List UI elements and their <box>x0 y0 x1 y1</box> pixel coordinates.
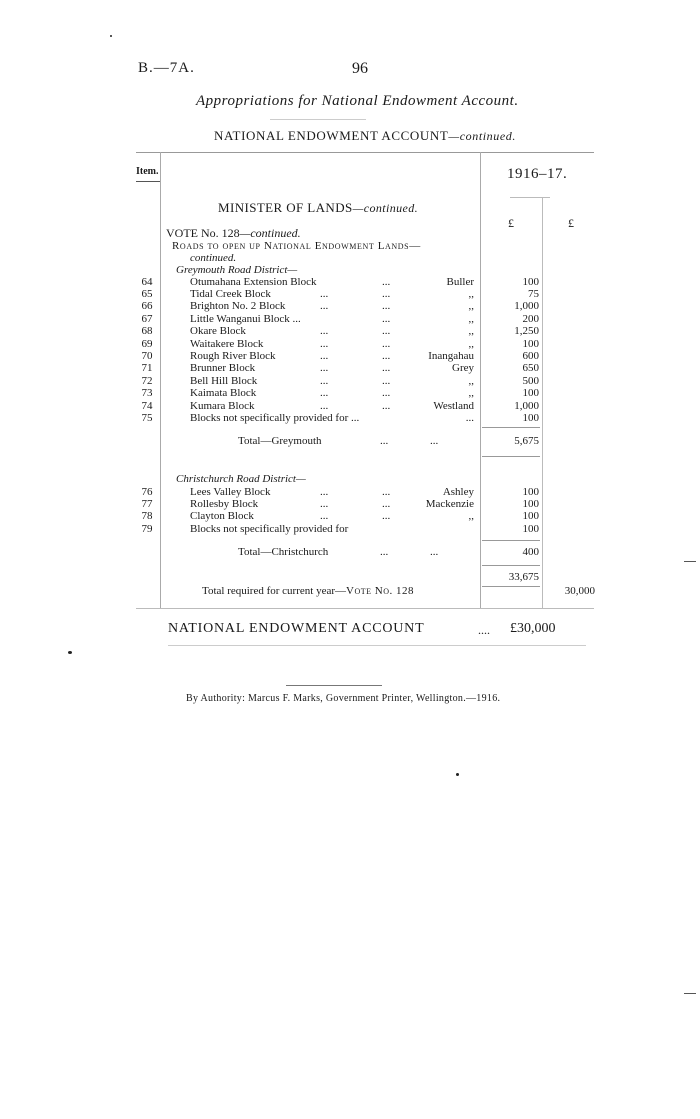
item-number: 73 <box>141 387 153 400</box>
block-name: Tidal Creek Block <box>190 287 271 300</box>
page-number: 96 <box>352 60 368 77</box>
table-row <box>0 375 700 387</box>
scan-speck <box>110 35 112 37</box>
leader-dots: ... <box>320 349 329 362</box>
block-name: Bell Hill Block <box>190 374 258 387</box>
greymouth-total-rule-bottom <box>482 456 540 457</box>
page-subtitle: Appropriations for National Endowment Account. <box>196 93 519 109</box>
footer-account-amount: £30,000 <box>510 621 556 636</box>
footer-account-name: NATIONAL ENDOWMENT ACCOUNT <box>168 621 425 636</box>
table-row <box>0 362 700 374</box>
block-name: Rough River Block <box>190 349 276 362</box>
amount-value: 1,250 <box>514 325 539 338</box>
currency-symbol-2: £ <box>568 216 574 230</box>
scan-mark <box>684 993 696 994</box>
block-name: Kumara Block <box>190 399 255 412</box>
item-number: 79 <box>141 522 153 535</box>
block-name: Little Wanganui Block ... <box>190 312 301 325</box>
christchurch-total-rule-top <box>482 540 540 541</box>
greymouth-total-dots: ... <box>380 435 389 447</box>
leader-dots: ... <box>320 485 329 498</box>
district-name: ,, <box>468 387 474 400</box>
item-number: 68 <box>141 325 153 338</box>
leader-dots: ... <box>320 362 329 375</box>
block-name: Brighton No. 2 Block <box>190 300 286 313</box>
block-name: Blocks not specifically provided for <box>190 522 349 535</box>
leader-dots: ... <box>382 275 391 288</box>
leader-dots: ... <box>382 349 391 362</box>
account-title-text: NATIONAL ENDOWMENT ACCOUNT <box>214 128 449 143</box>
amount-value: 100 <box>522 510 539 523</box>
district-name: ,, <box>468 510 474 523</box>
amount-value: 100 <box>522 411 539 424</box>
christchurch-total-rule-bottom <box>482 565 540 566</box>
leader-dots: ... <box>382 325 391 338</box>
total-required-amount: 30,000 <box>564 585 595 597</box>
table-top-rule <box>136 152 594 153</box>
leader-dots: ... <box>382 312 391 325</box>
table-row <box>0 498 700 510</box>
table-row <box>0 412 700 424</box>
amount-value: 650 <box>522 362 539 375</box>
district-heading-greymouth: Greymouth Road District— <box>176 264 298 276</box>
scan-mark <box>684 561 696 562</box>
district-name: ,, <box>468 337 474 350</box>
item-number: 78 <box>141 510 153 523</box>
leader-dots: ... <box>320 497 329 510</box>
scan-speck <box>68 651 72 654</box>
leader-dots: ... <box>320 300 329 313</box>
roads-heading: Roads to open up National Endowment Lands— <box>172 240 421 252</box>
amount-value: 100 <box>522 387 539 400</box>
section-title-suffix: —continued. <box>352 201 419 215</box>
footer-rule <box>168 645 586 646</box>
district-name: Buller <box>446 275 474 288</box>
christchurch-total-amount: 400 <box>522 546 539 558</box>
block-name: Waitakere Block <box>190 337 264 350</box>
table-row <box>0 313 700 325</box>
total-required-vote: Vote No. 128 <box>346 585 414 597</box>
printer-authority: By Authority: Marcus F. Marks, Government Printer, Wellington.—1916. <box>186 693 501 704</box>
block-name: Brunner Block <box>190 362 256 375</box>
christchurch-total-label: Total—Christchurch <box>238 546 329 558</box>
account-title-suffix: —continued. <box>448 129 517 143</box>
leader-dots: ... <box>320 374 329 387</box>
greymouth-total-rule-top <box>482 427 540 428</box>
fiscal-year-header: 1916–17. <box>507 166 568 182</box>
table-row <box>0 338 700 350</box>
district-name: ,, <box>468 300 474 313</box>
vote-heading <box>166 226 301 241</box>
footer-dots: .... <box>478 623 490 637</box>
leader-dots: ... <box>382 362 391 375</box>
district-name: Grey <box>452 362 474 375</box>
christchurch-total-dots: ... <box>430 546 439 558</box>
leader-dots: ... <box>320 510 329 523</box>
leader-dots: ... <box>382 300 391 313</box>
greymouth-total-dots: ... <box>430 435 439 447</box>
leader-dots: ... <box>382 337 391 350</box>
item-number: 66 <box>141 300 153 313</box>
block-name: Clayton Block <box>190 510 254 523</box>
section-title <box>218 200 418 216</box>
leader-dots: ... <box>382 485 391 498</box>
item-number: 65 <box>141 287 153 300</box>
district-name: ,, <box>468 325 474 338</box>
greymouth-total-label: Total—Greymouth <box>238 435 322 447</box>
block-name: Otumahana Extension Block <box>190 275 317 288</box>
block-name: Okare Block <box>190 325 246 338</box>
leader-dots: ... <box>382 510 391 523</box>
item-number: 64 <box>141 275 153 288</box>
amount-value: 100 <box>522 497 539 510</box>
item-number: 71 <box>141 362 153 375</box>
leader-dots: ... <box>382 497 391 510</box>
leader-dots: ... <box>382 387 391 400</box>
table-row <box>0 350 700 362</box>
leader-dots: ... <box>382 374 391 387</box>
leader-dots: ... <box>320 399 329 412</box>
district-name: ,, <box>468 312 474 325</box>
district-name: ,, <box>468 287 474 300</box>
item-number: 70 <box>141 349 153 362</box>
amount-value: 100 <box>522 337 539 350</box>
table-row <box>0 325 700 337</box>
document-reference: B.—7A. <box>138 60 195 76</box>
amount-value: 100 <box>522 522 539 535</box>
table-row <box>0 300 700 312</box>
item-number: 77 <box>141 497 153 510</box>
currency-symbol-1: £ <box>508 216 514 230</box>
amount-value: 500 <box>522 374 539 387</box>
district-name: ... <box>465 411 474 424</box>
item-number: 69 <box>141 337 153 350</box>
item-column-header: Item. <box>136 166 159 177</box>
total-required-text: Total required for current year— <box>202 585 346 597</box>
leader-dots: ... <box>382 287 391 300</box>
table-row <box>0 523 700 535</box>
district-heading-christchurch: Christchurch Road District— <box>176 473 306 485</box>
district-name: ,, <box>468 374 474 387</box>
scan-speck <box>456 773 459 776</box>
authority-rule <box>286 685 382 686</box>
item-number: 72 <box>141 374 153 387</box>
block-name: Rollesby Block <box>190 497 259 510</box>
amount-value: 1,000 <box>514 399 539 412</box>
grand-subtotal: 33,675 <box>508 571 539 583</box>
subtitle-rule <box>270 119 366 120</box>
year-underline <box>510 197 550 198</box>
block-name: Lees Valley Block <box>190 485 271 498</box>
table-row <box>0 400 700 412</box>
table-row <box>0 276 700 288</box>
greymouth-total-amount: 5,675 <box>514 435 539 447</box>
table-row <box>0 510 700 522</box>
leader-dots: ... <box>320 337 329 350</box>
amount-value: 100 <box>522 485 539 498</box>
leader-dots: ... <box>320 287 329 300</box>
table-row <box>0 486 700 498</box>
district-name: Inangahau <box>428 349 474 362</box>
christchurch-total-dots: ... <box>380 546 389 558</box>
table-row <box>0 387 700 399</box>
section-title-text: MINISTER OF LANDS <box>218 200 353 215</box>
amount-value: 1,000 <box>514 300 539 313</box>
item-number: 76 <box>141 485 153 498</box>
amount-value: 75 <box>528 287 539 300</box>
district-name: Westland <box>433 399 474 412</box>
amount-value: 100 <box>522 275 539 288</box>
vote-number: VOTE No. 128 <box>166 226 240 240</box>
total-required-label <box>202 585 414 597</box>
leader-dots: ... <box>320 325 329 338</box>
item-number: 75 <box>141 411 153 424</box>
item-number: 67 <box>141 312 153 325</box>
amount-value: 200 <box>522 312 539 325</box>
table-bottom-rule <box>136 608 594 609</box>
roads-heading-continued: continued. <box>190 252 237 264</box>
item-header-underline <box>136 181 160 182</box>
district-name: Ashley <box>442 485 474 498</box>
amount-value: 600 <box>522 349 539 362</box>
leader-dots: ... <box>320 387 329 400</box>
account-title <box>214 128 516 144</box>
leader-dots: ... <box>382 399 391 412</box>
item-number: 74 <box>141 399 153 412</box>
vote-suffix: —continued. <box>239 226 301 240</box>
table-row <box>0 288 700 300</box>
block-name: Kaimata Block <box>190 387 257 400</box>
subtotal-rule <box>482 586 540 587</box>
district-name: Mackenzie <box>425 497 474 510</box>
block-name: Blocks not specifically provided for ... <box>190 411 360 424</box>
